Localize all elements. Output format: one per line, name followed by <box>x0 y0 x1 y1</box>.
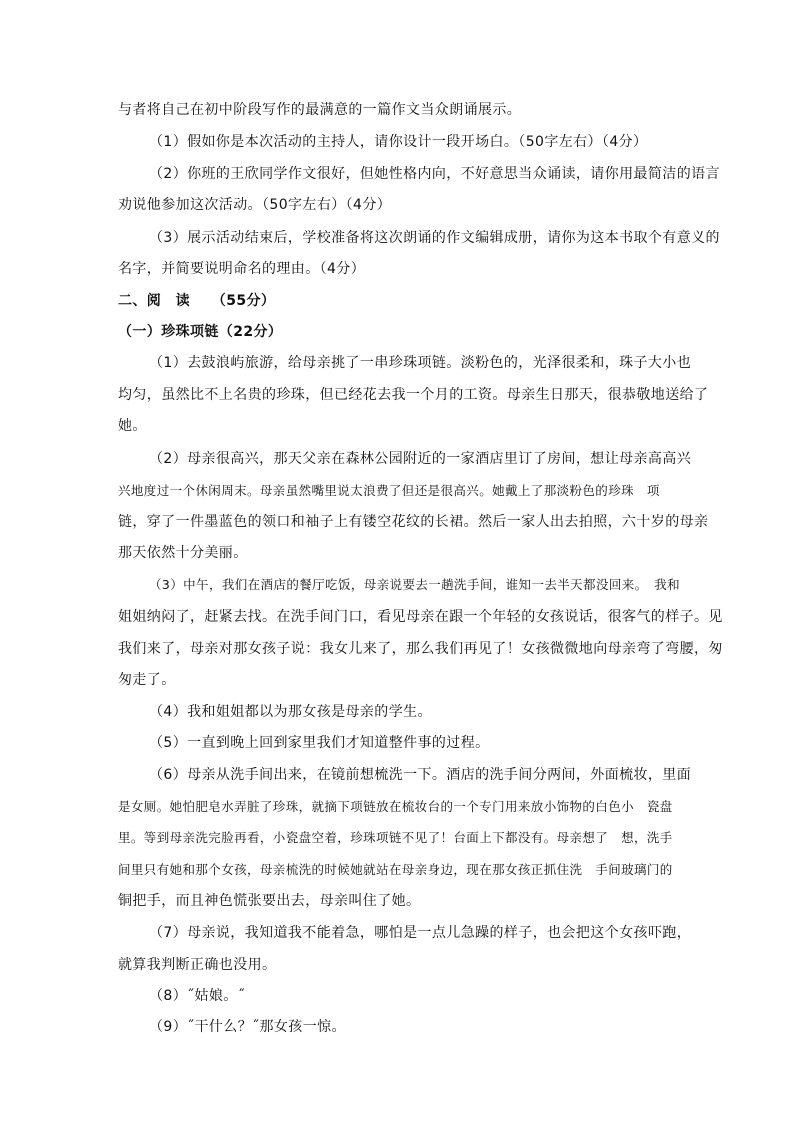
paragraph-1-line: （1）去鼓浪屿旅游，给母亲挑了一串珍珠项链。淡粉色的，光泽很柔和，珠子大小也 <box>149 355 692 371</box>
paragraph-4: （4）我和姐姐都以为那女孩是母亲的学生。 <box>149 704 432 720</box>
paragraph-7-line: 就算我判断正确也没用。 <box>118 957 277 973</box>
paragraph-7-line: （7）母亲说，我知道我不能着急，哪怕是一点儿急躁的样子，也会把这个女孩吓跑， <box>149 925 692 941</box>
paragraph-6-line: 里。等到母亲洗完脸再看，小瓷盘空着，珍珠项链不见了！台面上下都没有。母亲想了 想，洗手 <box>118 830 673 845</box>
section-subheading: （一）珍珠项链（22分） <box>118 324 283 340</box>
paragraph-3-line: 我们来了，母亲对那女孩子说：我女儿来了，那么我们再见了！女孩微微地向母亲弯了弯腰，匆 <box>118 641 723 657</box>
question-2-line-1: （2）你班的王欣同学作文很好，但她性格内向，不好意思当众诵读，请你用最简洁的语言 <box>149 166 720 182</box>
paragraph-2-line: 那天依然十分美丽。 <box>118 545 248 561</box>
paragraph-5: （5）一直到晚上回到家里我们才知道整件事的过程。 <box>149 735 490 751</box>
paragraph-2-line: 链，穿了一件墨蓝色的领口和袖子上有镂空花纹的长裙。然后一家人出去拍照，六十岁的母亲 <box>118 514 709 530</box>
paragraph-6-line: 铜把手，而且神色慌张要出去，母亲叫住了她。 <box>118 893 421 909</box>
paragraph-8: （8）˝姑娘。˝ <box>149 988 246 1004</box>
paragraph-3-line: 匆走了。 <box>118 672 176 688</box>
paragraph-1-line: 均匀，虽然比不上名贵的珍珠，但已经花去我一个月的工资。母亲生日那天，很恭敬地送给了 <box>118 387 709 403</box>
paragraph-6-line: 间里只有她和那个女孩，母亲梳洗的时候她就站在母亲身边，现在那女孩正抓住洗 手间玻璃门的 <box>118 862 673 877</box>
section-heading: 二、阅 读 （55分） <box>118 293 276 309</box>
paragraph-3-line: 姐姐纳闷了，赶紧去找。在洗手间门口，看见母亲在跟一个年轻的女孩说话，很客气的样子。见 <box>118 609 723 625</box>
intro-line: 与者将自己在初中阶段写作的最满意的一篇作文当众朗诵展示。 <box>118 102 522 118</box>
question-2-line-2: 劝说他参加这次活动。（50字左右）（4分） <box>118 197 392 213</box>
question-3-line-1: （3）展示活动结束后，学校准备将这次朗诵的作文编辑成册，请你为这本书取个有意义的 <box>149 230 720 246</box>
paragraph-2-line: （2）母亲很高兴，那天父亲在森林公园附近的一家酒店里订了房间，想让母亲高高兴 <box>149 451 692 467</box>
paragraph-6-line: （6）母亲从洗手间出来，在镜前想梳洗一下。酒店的洗手间分两间，外面梳妆，里面 <box>149 767 692 783</box>
question-3-line-2: 名字，并简要说明命名的理由。（4分） <box>118 261 366 277</box>
paragraph-2-line: 兴地度过一个休闲周末。母亲虽然嘴里说太浪费了但还是很高兴。她戴上了那淡粉色的珍珠 项 <box>118 483 660 498</box>
paragraph-1-line: 她。 <box>118 418 147 434</box>
question-1: （1）假如你是本次活动的主持人，请你设计一段开场白。（50字左右）（4分） <box>149 134 648 150</box>
paragraph-3-line: （3）中午，我们在酒店的餐厅吃饭，母亲说要去一趟洗手间，谁知一去半天都没回来。 我和 <box>149 577 681 592</box>
paragraph-9: （9）˝干什么？˝那女孩一惊。 <box>149 1019 346 1035</box>
paragraph-6-line: 是女厕。她怕肥皂水弄脏了珍珠，就摘下项链放在梳妆台的一个专门用来放小饰物的白色小 瓷盘 <box>118 799 673 814</box>
